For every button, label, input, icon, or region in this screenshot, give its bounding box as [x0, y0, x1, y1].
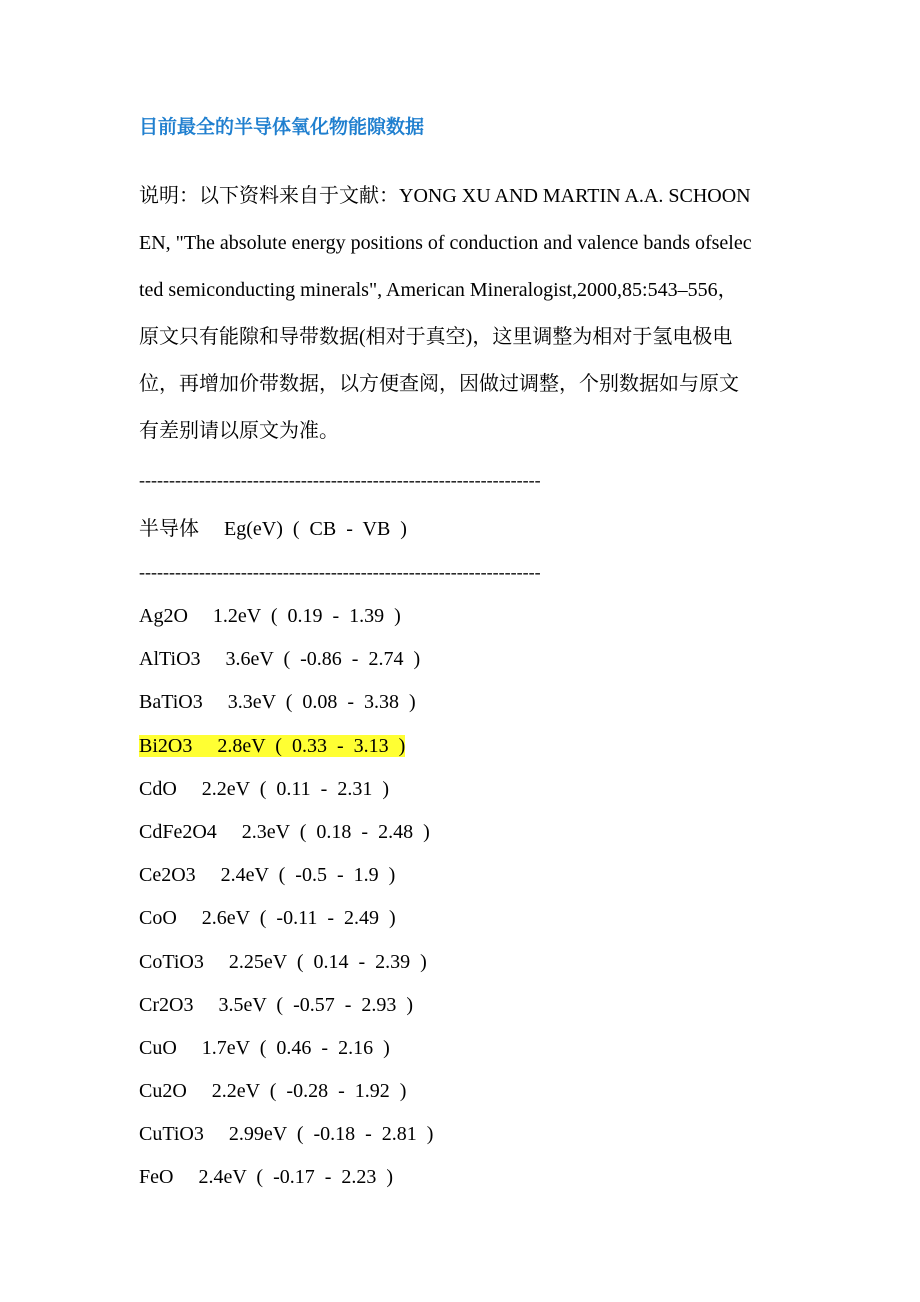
- table-row: [139, 644, 433, 687]
- table-row: [139, 860, 433, 903]
- table-row: [139, 990, 433, 1033]
- table-row: [139, 1076, 433, 1119]
- divider-bottom: -------------------------------------------------------------------: [139, 562, 541, 582]
- row-text: CuO 1.7eV ( 0.46 - 2.16 ): [139, 1036, 390, 1059]
- table-row: [139, 947, 433, 990]
- table-row: [139, 1119, 433, 1162]
- row-text: Cu2O 2.2eV ( -0.28 - 1.92 ): [139, 1080, 407, 1103]
- row-text: Ce2O3 2.4eV ( -0.5 - 1.9 ): [139, 864, 396, 887]
- row-text: AlTiO3 3.6eV ( -0.86 - 2.74 ): [139, 648, 421, 671]
- table-row: [139, 601, 433, 644]
- intro-line: EN, "The absolute energy positions of conduction and valence bands ofselec: [139, 232, 752, 254]
- intro-line: 有差别请以原文为准。: [139, 420, 339, 442]
- row-text: FeO 2.4eV ( -0.17 - 2.23 ): [139, 1166, 394, 1189]
- row-text: CdO 2.2eV ( 0.11 - 2.31 ): [139, 777, 389, 800]
- table-row: [139, 1033, 433, 1076]
- row-text: Bi2O3 2.8eV ( 0.33 - 3.13 ): [139, 734, 406, 757]
- table-row: [139, 817, 433, 860]
- row-text: CoO 2.6eV ( -0.11 - 2.49 ): [139, 907, 396, 930]
- table-header: 半导体 Eg(eV) ( CB - VB ): [139, 518, 407, 540]
- table-row: [139, 687, 433, 730]
- row-text: CuTiO3 2.99eV ( -0.18 - 2.81 ): [139, 1123, 434, 1146]
- divider-top: -------------------------------------------------------------------: [139, 470, 541, 490]
- table-row: [139, 1162, 433, 1205]
- row-text: CdFe2O4 2.3eV ( 0.18 - 2.48 ): [139, 820, 430, 843]
- table-row-highlighted: [139, 731, 433, 774]
- table-row: [139, 774, 433, 817]
- data-table: [139, 601, 433, 1206]
- intro-line: ted semiconducting minerals", American Mineralogist,2000,85:543–556，: [139, 279, 738, 301]
- intro-paragraph: [139, 173, 799, 455]
- intro-line: 说明：以下资料来自于文献：YONG XU AND MARTIN A.A. SCHOON: [139, 185, 751, 207]
- intro-line: 位，再增加价带数据，以方便查阅，因做过调整，个别数据如与原文: [139, 373, 739, 395]
- row-text: Cr2O3 3.5eV ( -0.57 - 2.93 ): [139, 993, 414, 1016]
- row-text: CoTiO3 2.25eV ( 0.14 - 2.39 ): [139, 950, 427, 973]
- row-text: Ag2O 1.2eV ( 0.19 - 1.39 ): [139, 605, 401, 627]
- row-text: BaTiO3 3.3eV ( 0.08 - 3.38 ): [139, 691, 416, 714]
- document-title: 目前最全的半导体氧化物能隙数据: [139, 116, 425, 138]
- table-row: [139, 903, 433, 946]
- intro-line: 原文只有能隙和导带数据(相对于真空)，这里调整为相对于氢电极电: [139, 326, 733, 348]
